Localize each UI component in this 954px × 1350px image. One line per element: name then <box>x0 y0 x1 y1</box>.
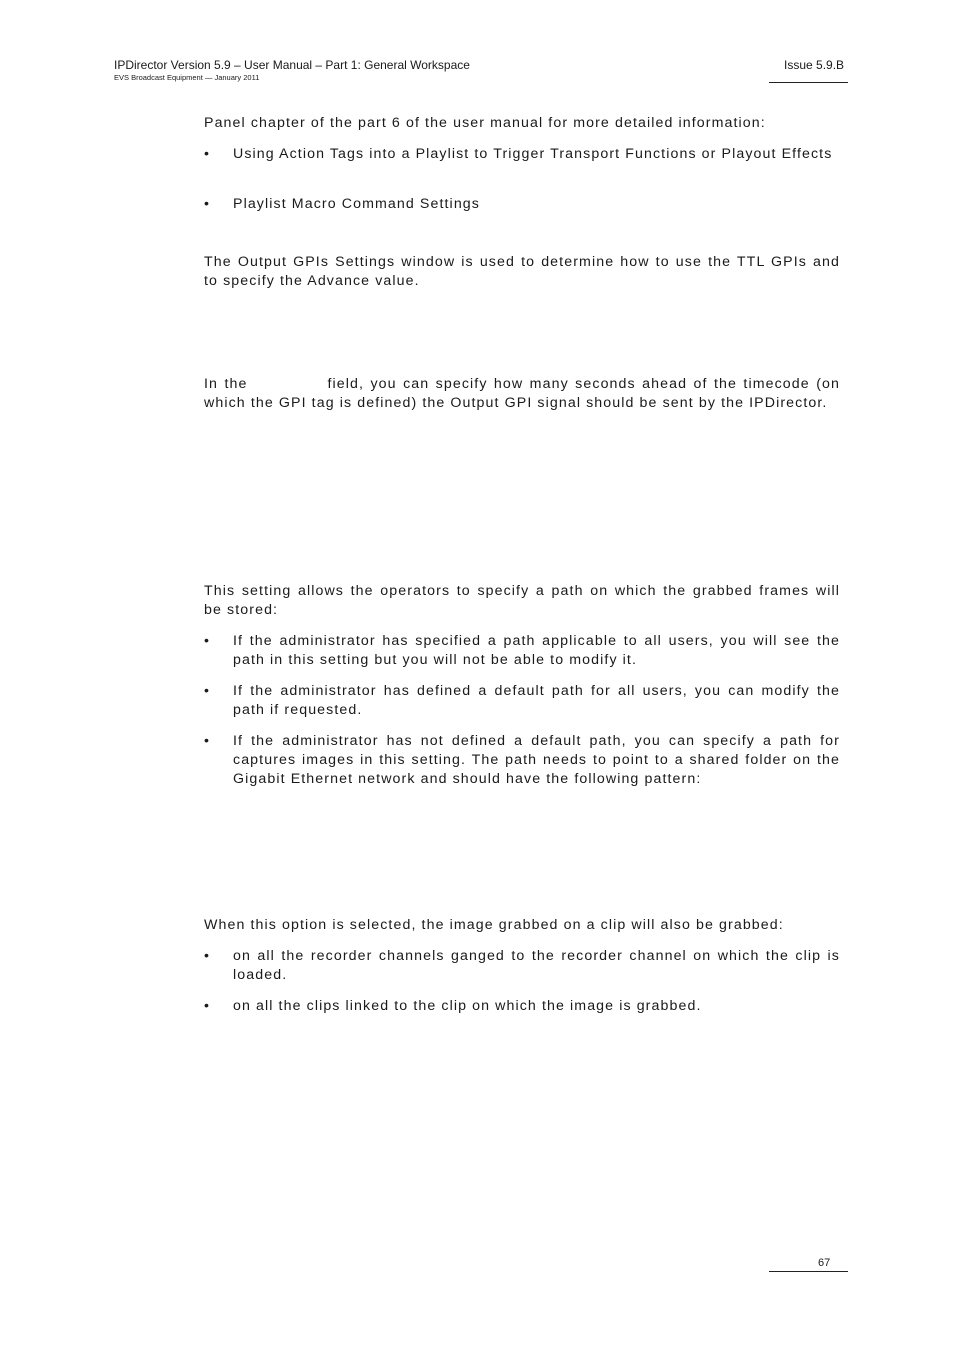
list-item-text: on all the clips linked to the clip on which the image is grabbed. <box>233 998 702 1014</box>
header-issue: Issue 5.9.B <box>784 58 845 72</box>
header-rule <box>769 82 848 83</box>
bullet-icon: • <box>204 196 211 212</box>
bullet-icon: • <box>204 998 211 1014</box>
section3-start: In the <box>204 376 248 392</box>
bullet-icon: • <box>204 733 211 749</box>
bullet-icon: • <box>204 948 211 964</box>
section3-paragraph <box>204 375 840 413</box>
list-item <box>204 145 840 164</box>
header-subtitle: EVS Broadcast Equipment — January 2011 <box>114 73 260 82</box>
list-item <box>204 947 840 985</box>
list-item-text: If the administrator has not defined a default path, you can specify a path for captures images in this setting. The path needs to point to a shared folder on the Gigabit Ethernet network and should have the following pattern: <box>233 733 840 787</box>
section2-paragraph: The Output GPIs Settings window is used to determine how to use the TTL GPIs and to specify the Advance value. <box>204 254 840 289</box>
list-item-text: If the administrator has defined a default path for all users, you can modify the path if requested. <box>233 683 840 718</box>
bullet-icon: • <box>204 683 211 699</box>
list-item-text: Using Action Tags into a Playlist to Trigger Transport Functions or Playout Effects <box>233 146 833 162</box>
section3-rest: field, you can specify how many seconds ahead of the timecode (on which the GPI tag is defined) the Output GPI signal should be sent by the IPDirector. <box>204 376 840 411</box>
list-item <box>204 732 840 789</box>
list-item-text: on all the recorder channels ganged to the recorder channel on which the clip is loaded. <box>233 948 840 983</box>
list-item <box>204 997 840 1016</box>
section1-intro: Panel chapter of the part 6 of the user manual for more detailed information: <box>204 115 766 131</box>
bullet-icon: • <box>204 633 211 649</box>
list-item <box>204 195 840 214</box>
page-number: 67 <box>818 1257 831 1269</box>
list-item-text: Playlist Macro Command Settings <box>233 196 480 212</box>
list-item <box>204 632 840 670</box>
bullet-icon: • <box>204 146 211 162</box>
header-title: IPDirector Version 5.9 – User Manual – Part 1: General Workspace <box>114 58 470 72</box>
section5-intro: When this option is selected, the image grabbed on a clip will also be grabbed: <box>204 917 784 933</box>
section4-intro: This setting allows the operators to specify a path on which the grabbed frames will be stored: <box>204 583 840 618</box>
list-item-text: If the administrator has specified a path applicable to all users, you will see the path in this setting but you will not be able to modify it. <box>233 633 840 668</box>
footer-rule <box>769 1271 848 1272</box>
list-item <box>204 682 840 720</box>
